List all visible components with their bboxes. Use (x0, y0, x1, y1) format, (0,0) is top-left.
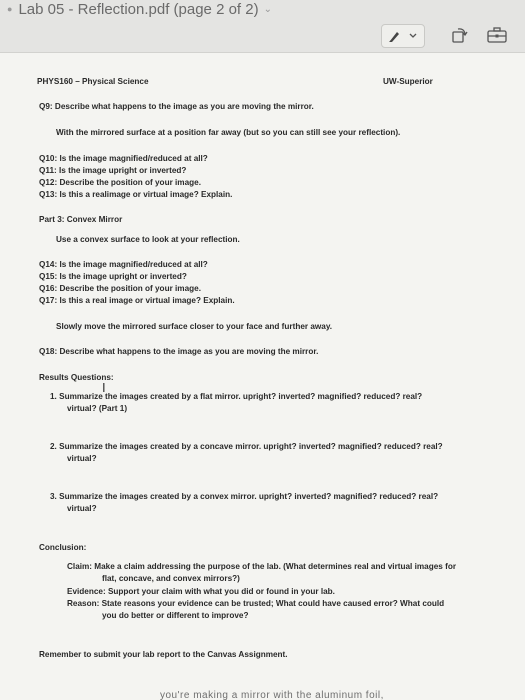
window-titlebar (0, 0, 525, 18)
q14-text: Q14: Is the image magnified/reduced at all? (39, 260, 208, 269)
convex-instruction: Use a convex surface to look at your reflection. (56, 235, 240, 244)
q10-text: Q10: Is the image magnified/reduced at all? (39, 154, 208, 163)
text-cursor-icon: I (102, 380, 106, 395)
reminder-text: Remember to submit your lab report to the Canvas Assignment. (39, 650, 288, 659)
rotate-icon (449, 25, 469, 45)
reason-line2: you do better or different to improve? (102, 611, 249, 620)
q17-text: Q17: Is this a real image or virtual image? Explain. (39, 296, 235, 305)
mirrored-far-text: With the mirrored surface at a position far away (but so you can still see your reflection). (56, 128, 401, 137)
header-course: PHYS160 – Physical Science (37, 77, 149, 86)
markup-button[interactable] (381, 24, 425, 48)
claim-line2: flat, concave, and convex mirrors?) (102, 574, 240, 583)
toolbox-button[interactable] (483, 24, 511, 46)
next-page-fragment: you're making a mirror with the aluminum foil, (160, 690, 384, 700)
q18-text: Q18: Describe what happens to the image as you are moving the mirror. (39, 347, 319, 356)
evidence-text: Evidence: Support your claim with what you did or found in your lab. (67, 587, 335, 596)
results-q2-line1: 2. Summarize the images created by a concave mirror. upright? inverted? magnified? reduced? real? (50, 442, 443, 451)
conclusion-heading: Conclusion: (39, 543, 87, 552)
results-q3-line1: 3. Summarize the images created by a convex mirror. upright? inverted? magnified? reduced? real? (50, 492, 439, 501)
results-q2-line2: virtual? (67, 454, 97, 463)
results-q3-line2: virtual? (67, 504, 97, 513)
chevron-down-icon[interactable]: ⌄ (263, 3, 272, 15)
q15-text: Q15: Is the image upright or inverted? (39, 272, 187, 281)
q9-text: Q9: Describe what happens to the image as you are moving the mirror. (39, 102, 314, 111)
results-q1-line1: 1. Summarize the images created by a flat mirror. upright? inverted? magnified? reduced? real? (50, 392, 423, 401)
claim-line1: Claim: Make a claim addressing the purpose of the lab. (What determines real and virtual images for (67, 562, 457, 571)
rotate-button[interactable] (446, 24, 472, 46)
q16-text: Q16: Describe the position of your image. (39, 284, 201, 293)
document-proxy-icon[interactable]: ● (7, 4, 13, 14)
toolbox-icon (486, 26, 508, 44)
header-school: UW-Superior (383, 77, 433, 86)
results-heading: Results Questions: (39, 373, 114, 382)
reason-line1: Reason: State reasons your evidence can be trusted; What could have caused error? What could (67, 599, 445, 608)
results-q1-line2: virtual? (Part 1) (67, 404, 128, 413)
part3-heading: Part 3: Convex Mirror (39, 215, 123, 224)
q13-text: Q13: Is this a realimage or virtual image? Explain. (39, 190, 233, 199)
preview-toolbar (0, 18, 525, 53)
pen-markup-icon (386, 28, 420, 44)
slowly-instruction: Slowly move the mirrored surface closer to your face and further away. (56, 322, 333, 331)
q11-text: Q11: Is the image upright or inverted? (39, 166, 187, 175)
q12-text: Q12: Describe the position of your image. (39, 178, 201, 187)
window-title: Lab 05 - Reflection.pdf (page 2 of 2) (18, 0, 259, 18)
